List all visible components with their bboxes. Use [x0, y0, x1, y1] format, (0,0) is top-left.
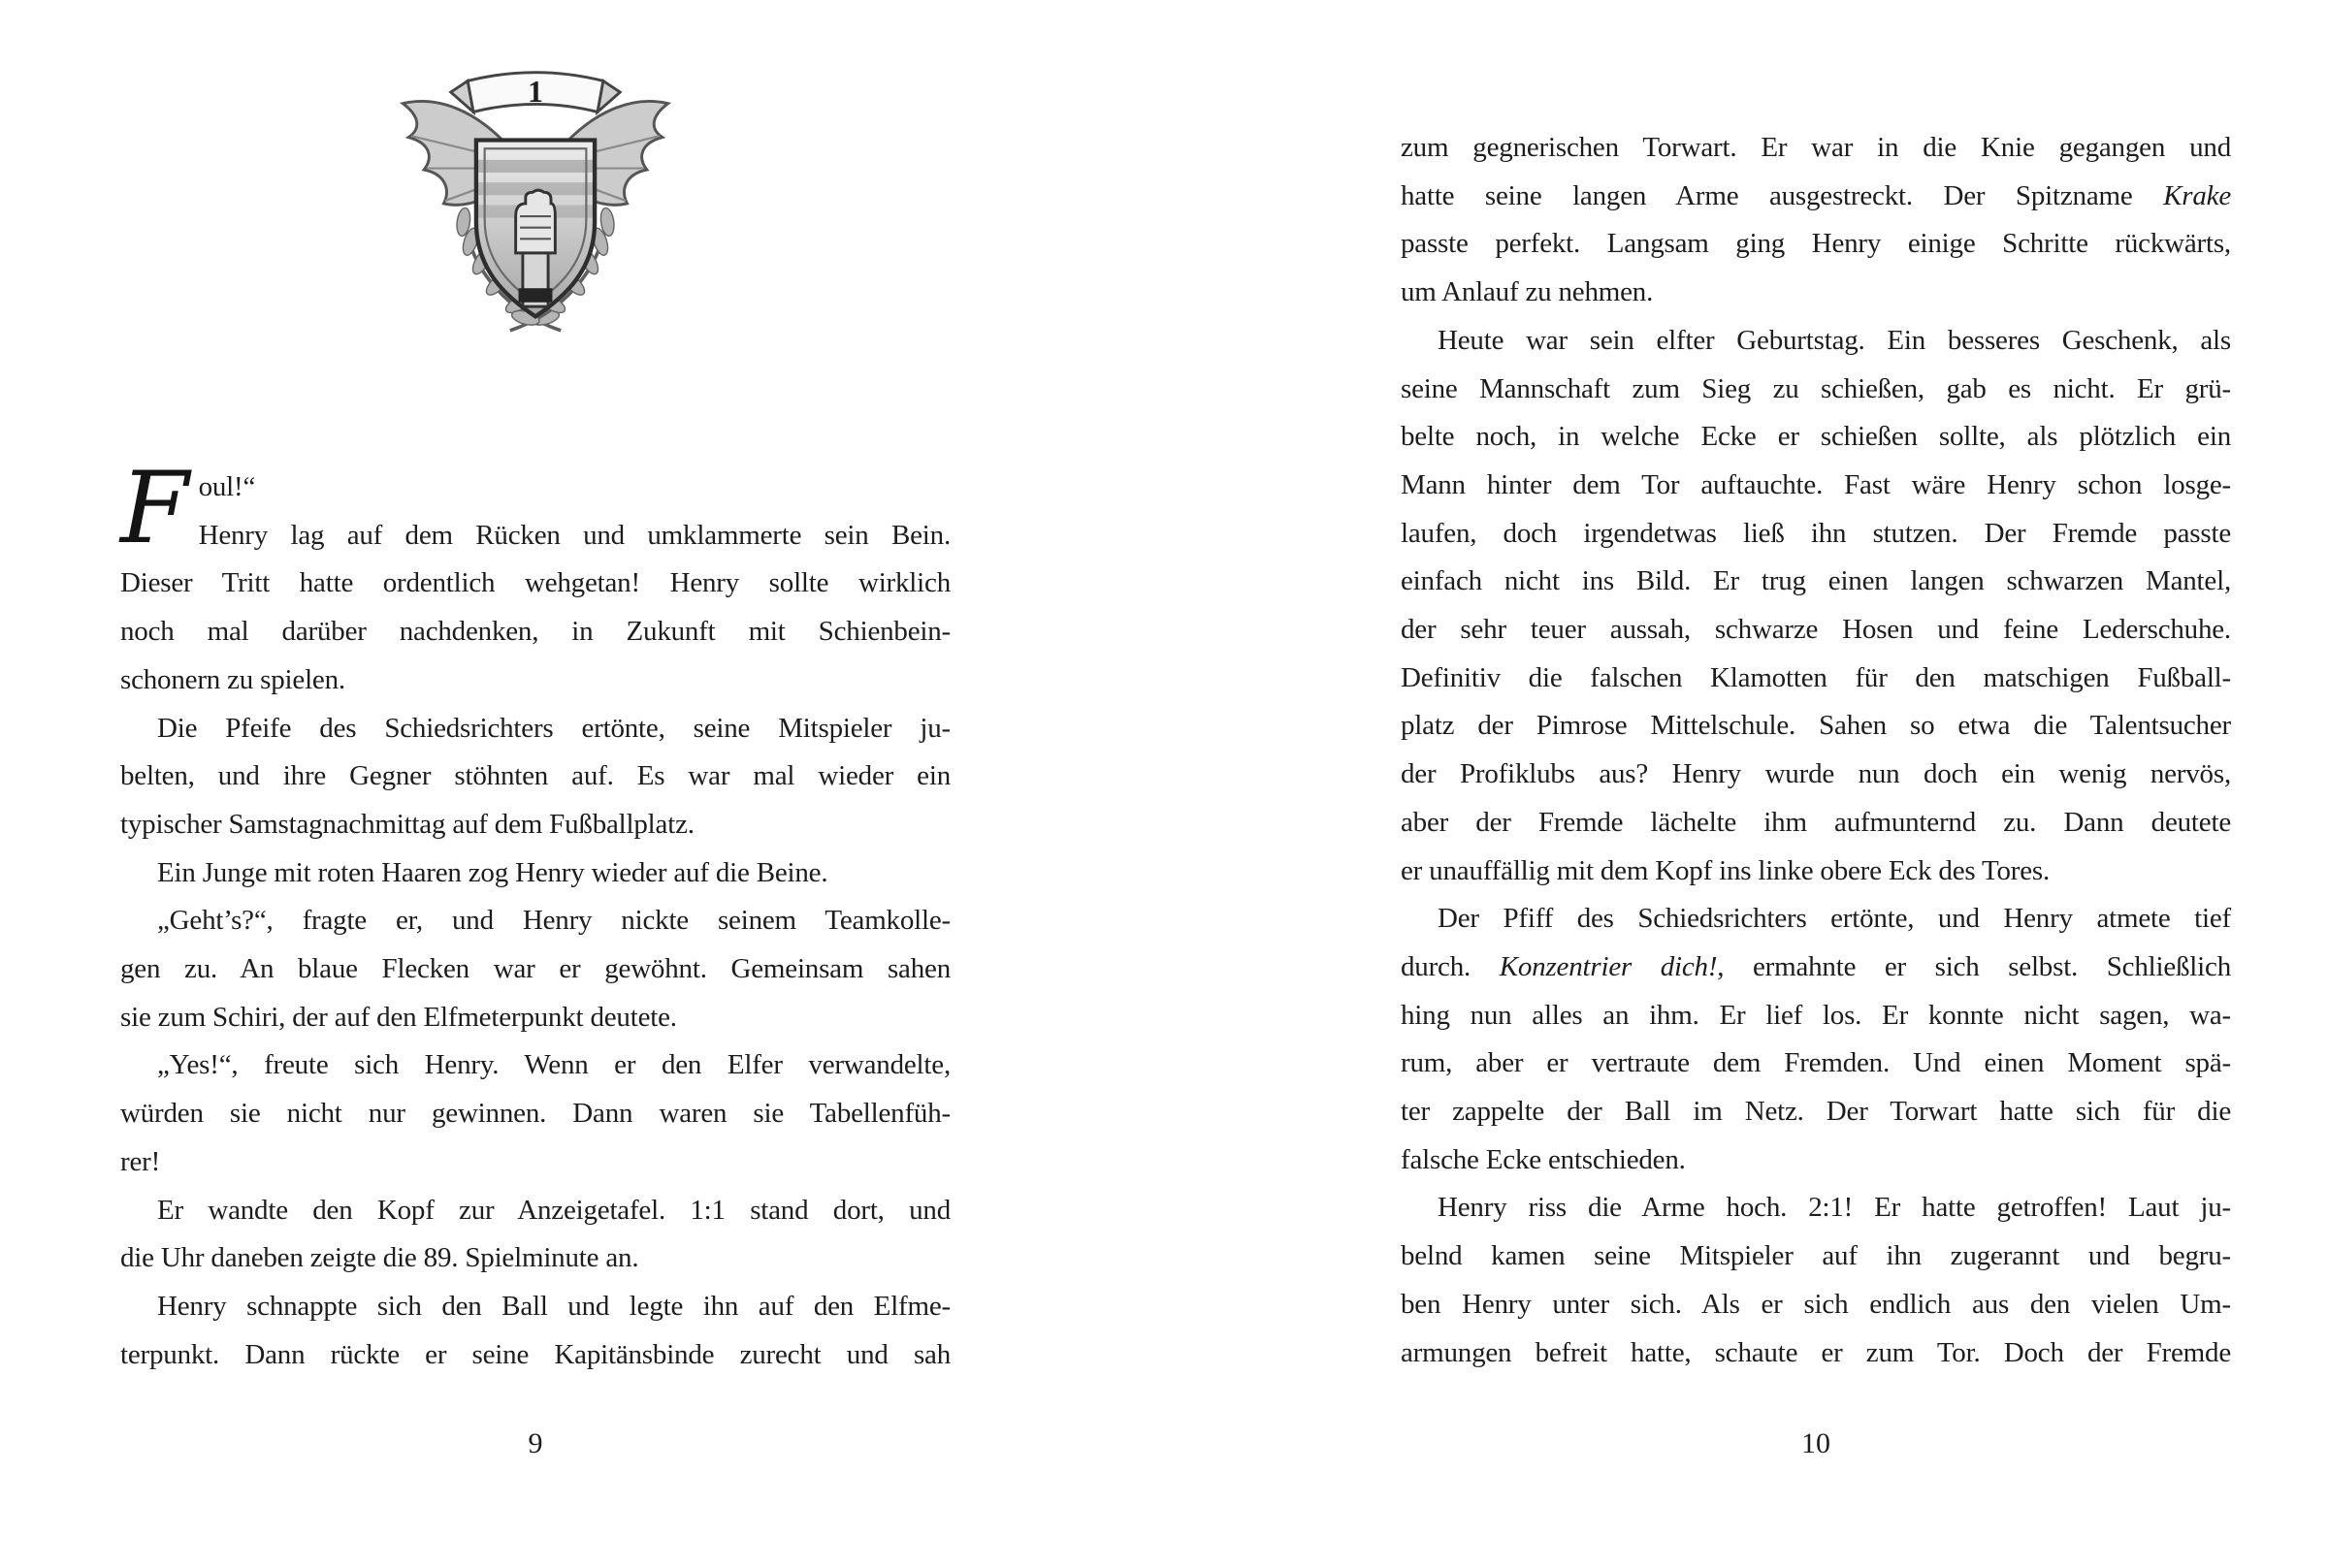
text-line — [1401, 173, 2231, 221]
text-run: hing nun alles an ihm. Er lief los. Er konnte nicht sagen, wa- — [1401, 999, 2231, 1031]
text-run: er unauffällig mit dem Kopf ins linke obere Eck des Tores. — [1401, 854, 2051, 886]
text-line — [1401, 124, 2231, 173]
text-run: schonern zu spielen. — [120, 663, 345, 695]
text-run: ben Henry unter sich. Als er sich endlich aus den vielen Um- — [1401, 1288, 2231, 1320]
right-page-body — [1401, 124, 2231, 1377]
text-line — [120, 1331, 951, 1380]
text-line — [1401, 702, 2231, 751]
text-run: der Profiklubs aus? Henry wurde nun doch ein wenig nervös, — [1401, 758, 2231, 790]
text-line — [120, 1187, 951, 1235]
text-run: aber der Fremde lächelte ihm aufmunternd zu. Dann deutete — [1401, 806, 2231, 838]
text-line — [120, 897, 951, 945]
text-run: durch. — [1401, 950, 1500, 982]
text-line — [120, 464, 951, 512]
text-run: passte perfekt. Langsam ging Henry einige Schritte rückwärts, — [1401, 228, 2231, 260]
text-line — [1401, 510, 2231, 559]
text-run: der sehr teuer aussah, schwarze Hosen und feine Lederschuhe. — [1401, 614, 2231, 646]
text-run: „Yes!“, freute sich Henry. Wenn er den Elfer verwandelte, — [157, 1049, 951, 1081]
italic-text-run: Krake — [2163, 179, 2231, 211]
text-run: belnd kamen seine Mitspieler auf ihn zugerannt und begru- — [1401, 1240, 2231, 1272]
text-line — [1401, 1184, 2231, 1232]
text-line — [1401, 558, 2231, 606]
text-run: Henry riss die Arme hoch. 2:1! Er hatte getroffen! Laut ju- — [1438, 1192, 2231, 1224]
text-line — [1401, 606, 2231, 655]
text-run: ter zappelte der Ball im Netz. Der Torwart hatte sich für die — [1401, 1096, 2231, 1128]
text-run: belte noch, in welche Ecke er schießen sollte, als plötzlich ein — [1401, 421, 2231, 453]
text-line — [120, 801, 951, 849]
text-line — [1401, 220, 2231, 269]
left-page-body — [120, 451, 951, 1379]
text-run: würden sie nicht nur gewinnen. Dann waren sie Tabellenfüh- — [120, 1098, 951, 1130]
text-line — [1401, 462, 2231, 510]
text-run: hatte seine langen Arme ausgestreckt. Der Spitzname — [1401, 179, 2164, 211]
text-run: Heute war sein elfter Geburtstag. Ein besseres Geschenk, als — [1438, 324, 2231, 356]
text-line — [120, 1041, 951, 1090]
text-line — [1401, 944, 2231, 992]
text-run: rum, aber er vertraute dem Fremden. Und einen Moment spä- — [1401, 1047, 2231, 1079]
text-run: Der Pfiff des Schiedsrichters ertönte, und Henry atmete tief — [1438, 903, 2231, 935]
text-run: sie zum Schiri, der auf den Elfmeterpunkt deutete. — [120, 1001, 677, 1033]
text-line — [120, 656, 951, 705]
text-line — [1401, 1040, 2231, 1088]
text-line — [1401, 751, 2231, 799]
text-line — [1401, 1136, 2231, 1185]
page-number-left: 9 — [528, 1427, 543, 1459]
text-run: laufen, doch irgendetwas ließ ihn stutzen. Der Fremde passte — [1401, 517, 2231, 549]
text-line — [1401, 1329, 2231, 1378]
text-line — [120, 849, 951, 898]
text-run: Ein Junge mit roten Haaren zog Henry wieder auf die Beine. — [157, 856, 828, 888]
text-line — [120, 994, 951, 1042]
text-line — [120, 608, 951, 656]
raised-fist-icon — [516, 190, 556, 306]
text-run: typischer Samstagnachmittag auf dem Fußballplatz. — [120, 808, 695, 840]
text-line — [1401, 1088, 2231, 1136]
text-run: Henry lag auf dem Rücken und umklammerte sein Bein. — [198, 519, 951, 551]
text-run: Dieser Tritt hatte ordentlich wehgetan! Henry sollte wirklich — [120, 567, 951, 599]
text-line — [1401, 895, 2231, 944]
text-line — [1401, 992, 2231, 1040]
text-line — [1401, 655, 2231, 703]
italic-text-run: Konzentrier dich! — [1499, 950, 1718, 982]
drop-cap: F — [120, 451, 189, 566]
page-number-right: 10 — [1801, 1427, 1830, 1459]
text-line — [1401, 366, 2231, 414]
text-run: zum gegnerischen Torwart. Er war in die Knie gegangen und — [1401, 132, 2231, 163]
text-line — [120, 560, 951, 608]
chapter-number: 1 — [528, 74, 543, 110]
text-line — [120, 512, 951, 560]
text-run: „Geht’s?“, fragte er, und Henry nickte seinem Teamkolle- — [157, 905, 951, 937]
text-line — [1401, 848, 2231, 896]
text-run: gen zu. An blaue Flecken war er gewöhnt. Gemeinsam sahen — [120, 953, 951, 985]
text-line — [1401, 413, 2231, 462]
text-run: Mann hinter dem Tor auftauchte. Fast wäre Henry schon losge- — [1401, 468, 2231, 500]
text-run: seine Mannschaft zum Sieg zu schießen, gab es nicht. Er grü- — [1401, 372, 2231, 404]
text-line — [120, 1234, 951, 1283]
text-run: falsche Ecke entschieden. — [1401, 1143, 1686, 1175]
text-run: belten, und ihre Gegner stöhnten auf. Es war mal wieder ein — [120, 760, 951, 792]
text-run: Er wandte den Kopf zur Anzeigetafel. 1:1 stand dort, und — [157, 1194, 951, 1226]
text-run: um Anlauf zu nehmen. — [1401, 276, 1654, 308]
text-run: , ermahnte er sich selbst. Schließlich — [1717, 950, 2231, 982]
text-run: Definitiv die falschen Klamotten für den matschigen Fußball- — [1401, 661, 2231, 693]
text-line — [1401, 317, 2231, 366]
text-run: oul!“ — [198, 471, 256, 502]
text-run: armungen befreit hatte, schaute er zum Tor. Doch der Fremde — [1401, 1336, 2231, 1368]
text-run: platz der Pimrose Mittelschule. Sahen so etwa die Talentsucher — [1401, 710, 2231, 742]
text-run: Henry schnappte sich den Ball und legte ihn auf den Elfme- — [157, 1290, 951, 1322]
text-line — [1401, 1232, 2231, 1281]
text-line — [1401, 799, 2231, 848]
text-line — [120, 1283, 951, 1331]
text-run: terpunkt. Dann rückte er seine Kapitänsbinde zurecht und sah — [120, 1338, 951, 1370]
text-run: einfach nicht ins Bild. Er trug einen langen schwarzen Mantel, — [1401, 565, 2231, 597]
text-run: Die Pfeife des Schiedsrichters ertönte, seine Mitspieler ju- — [157, 712, 951, 744]
text-line — [1401, 269, 2231, 317]
text-run: rer! — [120, 1145, 161, 1177]
text-line — [120, 705, 951, 753]
text-line — [120, 752, 951, 801]
text-line — [120, 1090, 951, 1138]
text-run: noch mal darüber nachdenken, in Zukunft mit Schienbein- — [120, 616, 951, 648]
banner-scroll-icon — [451, 73, 621, 112]
text-line — [1401, 1281, 2231, 1329]
text-run: die Uhr daneben zeigte die 89. Spielminute an. — [120, 1242, 639, 1274]
text-line — [120, 945, 951, 994]
text-line — [120, 1138, 951, 1187]
chapter-crest-illustration — [380, 58, 691, 362]
